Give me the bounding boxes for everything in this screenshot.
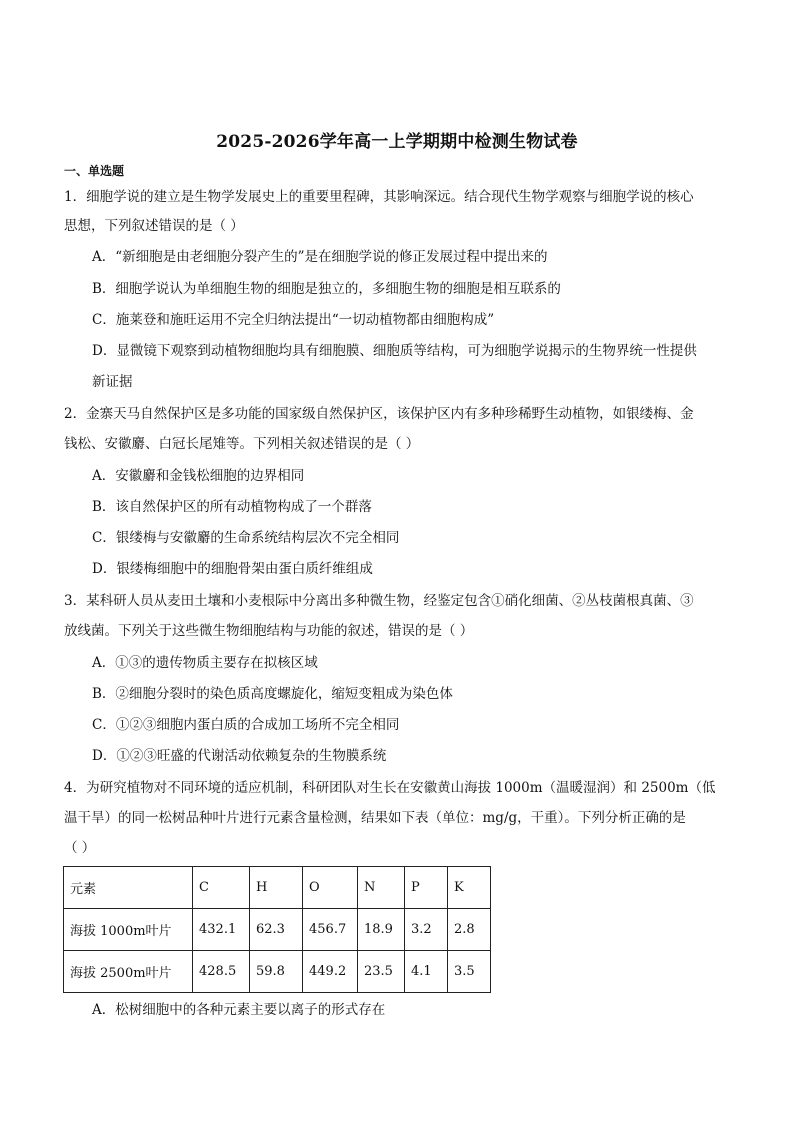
question-4-stem-line3: （ ） — [64, 840, 96, 856]
question-4-option-a: A．松树细胞中的各种元素主要以离子的形式存在 — [92, 1002, 386, 1018]
question-1-stem-line1: 1．细胞学说的建立是生物学发展史上的重要里程碑，其影响深远。结合现代生物学观察与细胞学说的核心 — [64, 189, 694, 205]
question-2-option-a: A．安徽麝和金钱松细胞的边界相同 — [92, 468, 305, 484]
question-1-option-d-line2: 新证据 — [92, 374, 133, 390]
table-cell: 4.1 — [405, 951, 448, 993]
element-content-table — [63, 866, 491, 993]
table-header-cell: C — [193, 867, 250, 909]
question-2-option-c: C．银缕梅与安徽麝的生命系统结构层次不完全相同 — [92, 530, 400, 546]
table-header-cell: H — [250, 867, 303, 909]
question-1-option-c: C．施莱登和施旺运用不完全归纳法提出“一切动植物都由细胞构成” — [92, 312, 495, 328]
question-3-option-d: D．①②③旺盛的代谢活动依赖复杂的生物膜系统 — [92, 748, 387, 764]
table-cell: 2.8 — [448, 909, 491, 951]
question-4-stem-line2: 温干旱）的同一松树品种叶片进行元素含量检测，结果如下表（单位：mg/g，干重）。下列分析正确的是 — [64, 810, 686, 826]
question-2-option-b: B．该自然保护区的所有动植物构成了一个群落 — [92, 499, 372, 515]
table-cell: 428.5 — [193, 951, 250, 993]
table-cell: 59.8 — [250, 951, 303, 993]
question-1-option-b: B．细胞学说认为单细胞生物的细胞是独立的，多细胞生物的细胞是相互联系的 — [92, 281, 561, 297]
table-cell: 海拔 2500m叶片 — [64, 951, 193, 993]
question-4-stem-line1: 4．为研究植物对不同环境的适应机制，科研团队对生长在安徽黄山海拔 1000m（温暖湿润）和 2500m（低 — [64, 780, 716, 796]
question-3-option-b: B．②细胞分裂时的染色质高度螺旋化，缩短变粗成为染色体 — [92, 686, 453, 702]
section-heading: 一、单选题 — [64, 164, 125, 178]
table-row — [64, 951, 491, 993]
question-3-option-c: C．①②③细胞内蛋白质的合成加工场所不完全相同 — [92, 717, 400, 733]
table-cell: 432.1 — [193, 909, 250, 951]
table-header-row — [64, 867, 491, 909]
table-cell: 3.2 — [405, 909, 448, 951]
table-cell: 23.5 — [358, 951, 405, 993]
table-header-cell: K — [448, 867, 491, 909]
question-1-option-a: A．“新细胞是由老细胞分裂产生的”是在细胞学说的修正发展过程中提出来的 — [92, 249, 548, 265]
question-1-stem-line2: 思想，下列叙述错误的是（ ） — [64, 218, 244, 234]
table-row — [64, 909, 491, 951]
table-header-cell: 元素 — [64, 867, 193, 909]
table-header-cell: N — [358, 867, 405, 909]
table-cell: 3.5 — [448, 951, 491, 993]
table-header-cell: O — [303, 867, 358, 909]
table-cell: 62.3 — [250, 909, 303, 951]
table-cell: 18.9 — [358, 909, 405, 951]
table-header-cell: P — [405, 867, 448, 909]
question-2-stem-line1: 2．金寨天马自然保护区是多功能的国家级自然保护区，该保护区内有多种珍稀野生动植物，如银缕梅、金 — [64, 406, 694, 422]
table-cell: 449.2 — [303, 951, 358, 993]
table-cell: 海拔 1000m叶片 — [64, 909, 193, 951]
question-2-stem-line2: 钱松、安徽麝、白冠长尾雉等。下列相关叙述错误的是（ ） — [64, 436, 420, 452]
question-1-option-d-line1: D．显微镜下观察到动植物细胞均具有细胞膜、细胞质等结构，可为细胞学说揭示的生物界统一性提供 — [92, 343, 697, 359]
table-cell: 456.7 — [303, 909, 358, 951]
question-2-option-d: D．银缕梅细胞中的细胞骨架由蛋白质纤维组成 — [92, 561, 373, 577]
question-3-stem-line1: 3．某科研人员从麦田土壤和小麦根际中分离出多种微生物，经鉴定包含①硝化细菌、②丛枝菌根真菌、③ — [64, 593, 694, 609]
question-3-option-a: A．①③的遗传物质主要存在拟核区域 — [92, 655, 318, 671]
page-title: 2025-2026学年高一上学期期中检测生物试卷 — [216, 132, 578, 152]
question-3-stem-line2: 放线菌。下列关于这些微生物细胞结构与功能的叙述，错误的是（ ） — [64, 623, 474, 639]
